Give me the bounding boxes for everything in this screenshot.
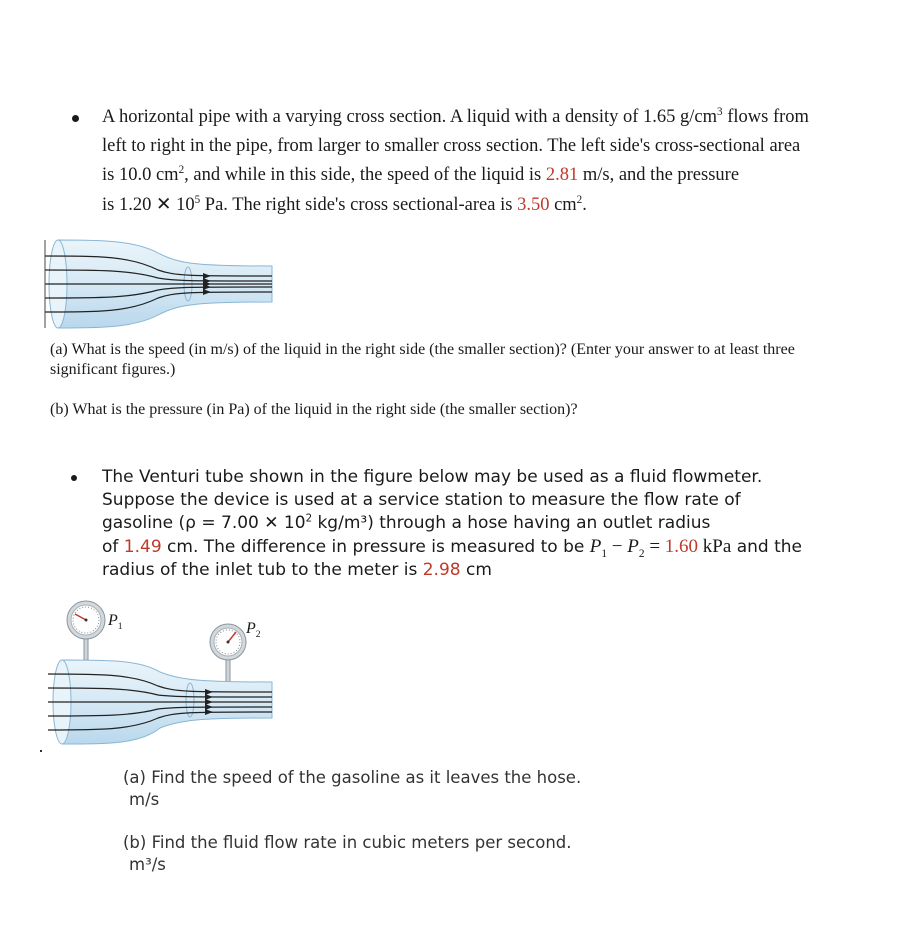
problem2-statement: The Venturi tube shown in the figure below may be used as a fluid flowmeter. Suppose the device is used at a service station to measure the flow rate of gasoline (ρ = 7.00 ✕ $10^2$ kg/m³) through a hose having an outlet radius of 1.49 cm. The difference in pressure is measured to be $P_1 - P_2 = 1.60$ kPa and the radius of the inlet tub to the meter is 2.98 cm xyxy=(102,467,802,580)
inlet-radius-value: 2.98 xyxy=(422,560,461,580)
gauge-1-label: $P_1$ xyxy=(108,612,123,633)
pipe-figure-1 xyxy=(40,236,280,332)
problem1-question-b: (b) What is the pressure (in Pa) of the liquid in the right side (the smaller section)? xyxy=(50,401,578,418)
times-icon: ✕ xyxy=(155,194,172,215)
problem1-statement: A horizontal pipe with a varying cross section. A liquid with a density of 1.65 $g/cm^3$ flows from left to right in the pipe, from larger to smaller cross section. The left side's cross-sectional area is 10.0 $cm^2$, and while in this side, the speed of the liquid is 2.81 m/s, and the pressure is 1.20 ✕ $10^5$ Pa. The right side's cross sectional-area is 3.50 $cm^2$. xyxy=(102,105,809,215)
unit-b: m³/s xyxy=(129,855,166,874)
problem1-question-a: (a) What is the speed (in m/s) of the liquid in the right side (the smaller section)? (Enter your answer to at least three significant figures.) xyxy=(50,341,795,378)
radius-value: 1.49 xyxy=(123,537,162,557)
bullet-2 xyxy=(71,475,77,481)
area-value: 3.50 xyxy=(517,195,550,215)
speed-value: 2.81 xyxy=(545,165,579,185)
times-icon: ✕ xyxy=(264,513,279,533)
problem2-question-b: (b) Find the fluid flow rate in cubic meters per second. m³/s xyxy=(123,833,572,874)
gauge-2-icon xyxy=(210,624,246,660)
stray-dot xyxy=(40,750,42,752)
venturi-figure xyxy=(40,598,280,758)
problem2-question-a: (a) Find the speed of the gasoline as it leaves the hose. m/s xyxy=(123,768,582,809)
pressure-diff-value: 1.60 xyxy=(664,536,699,557)
gauge-1-icon xyxy=(67,601,105,639)
gauge-2-label: $P_2$ xyxy=(246,620,261,641)
unit-a: m/s xyxy=(129,790,160,809)
bullet-1 xyxy=(72,115,79,122)
